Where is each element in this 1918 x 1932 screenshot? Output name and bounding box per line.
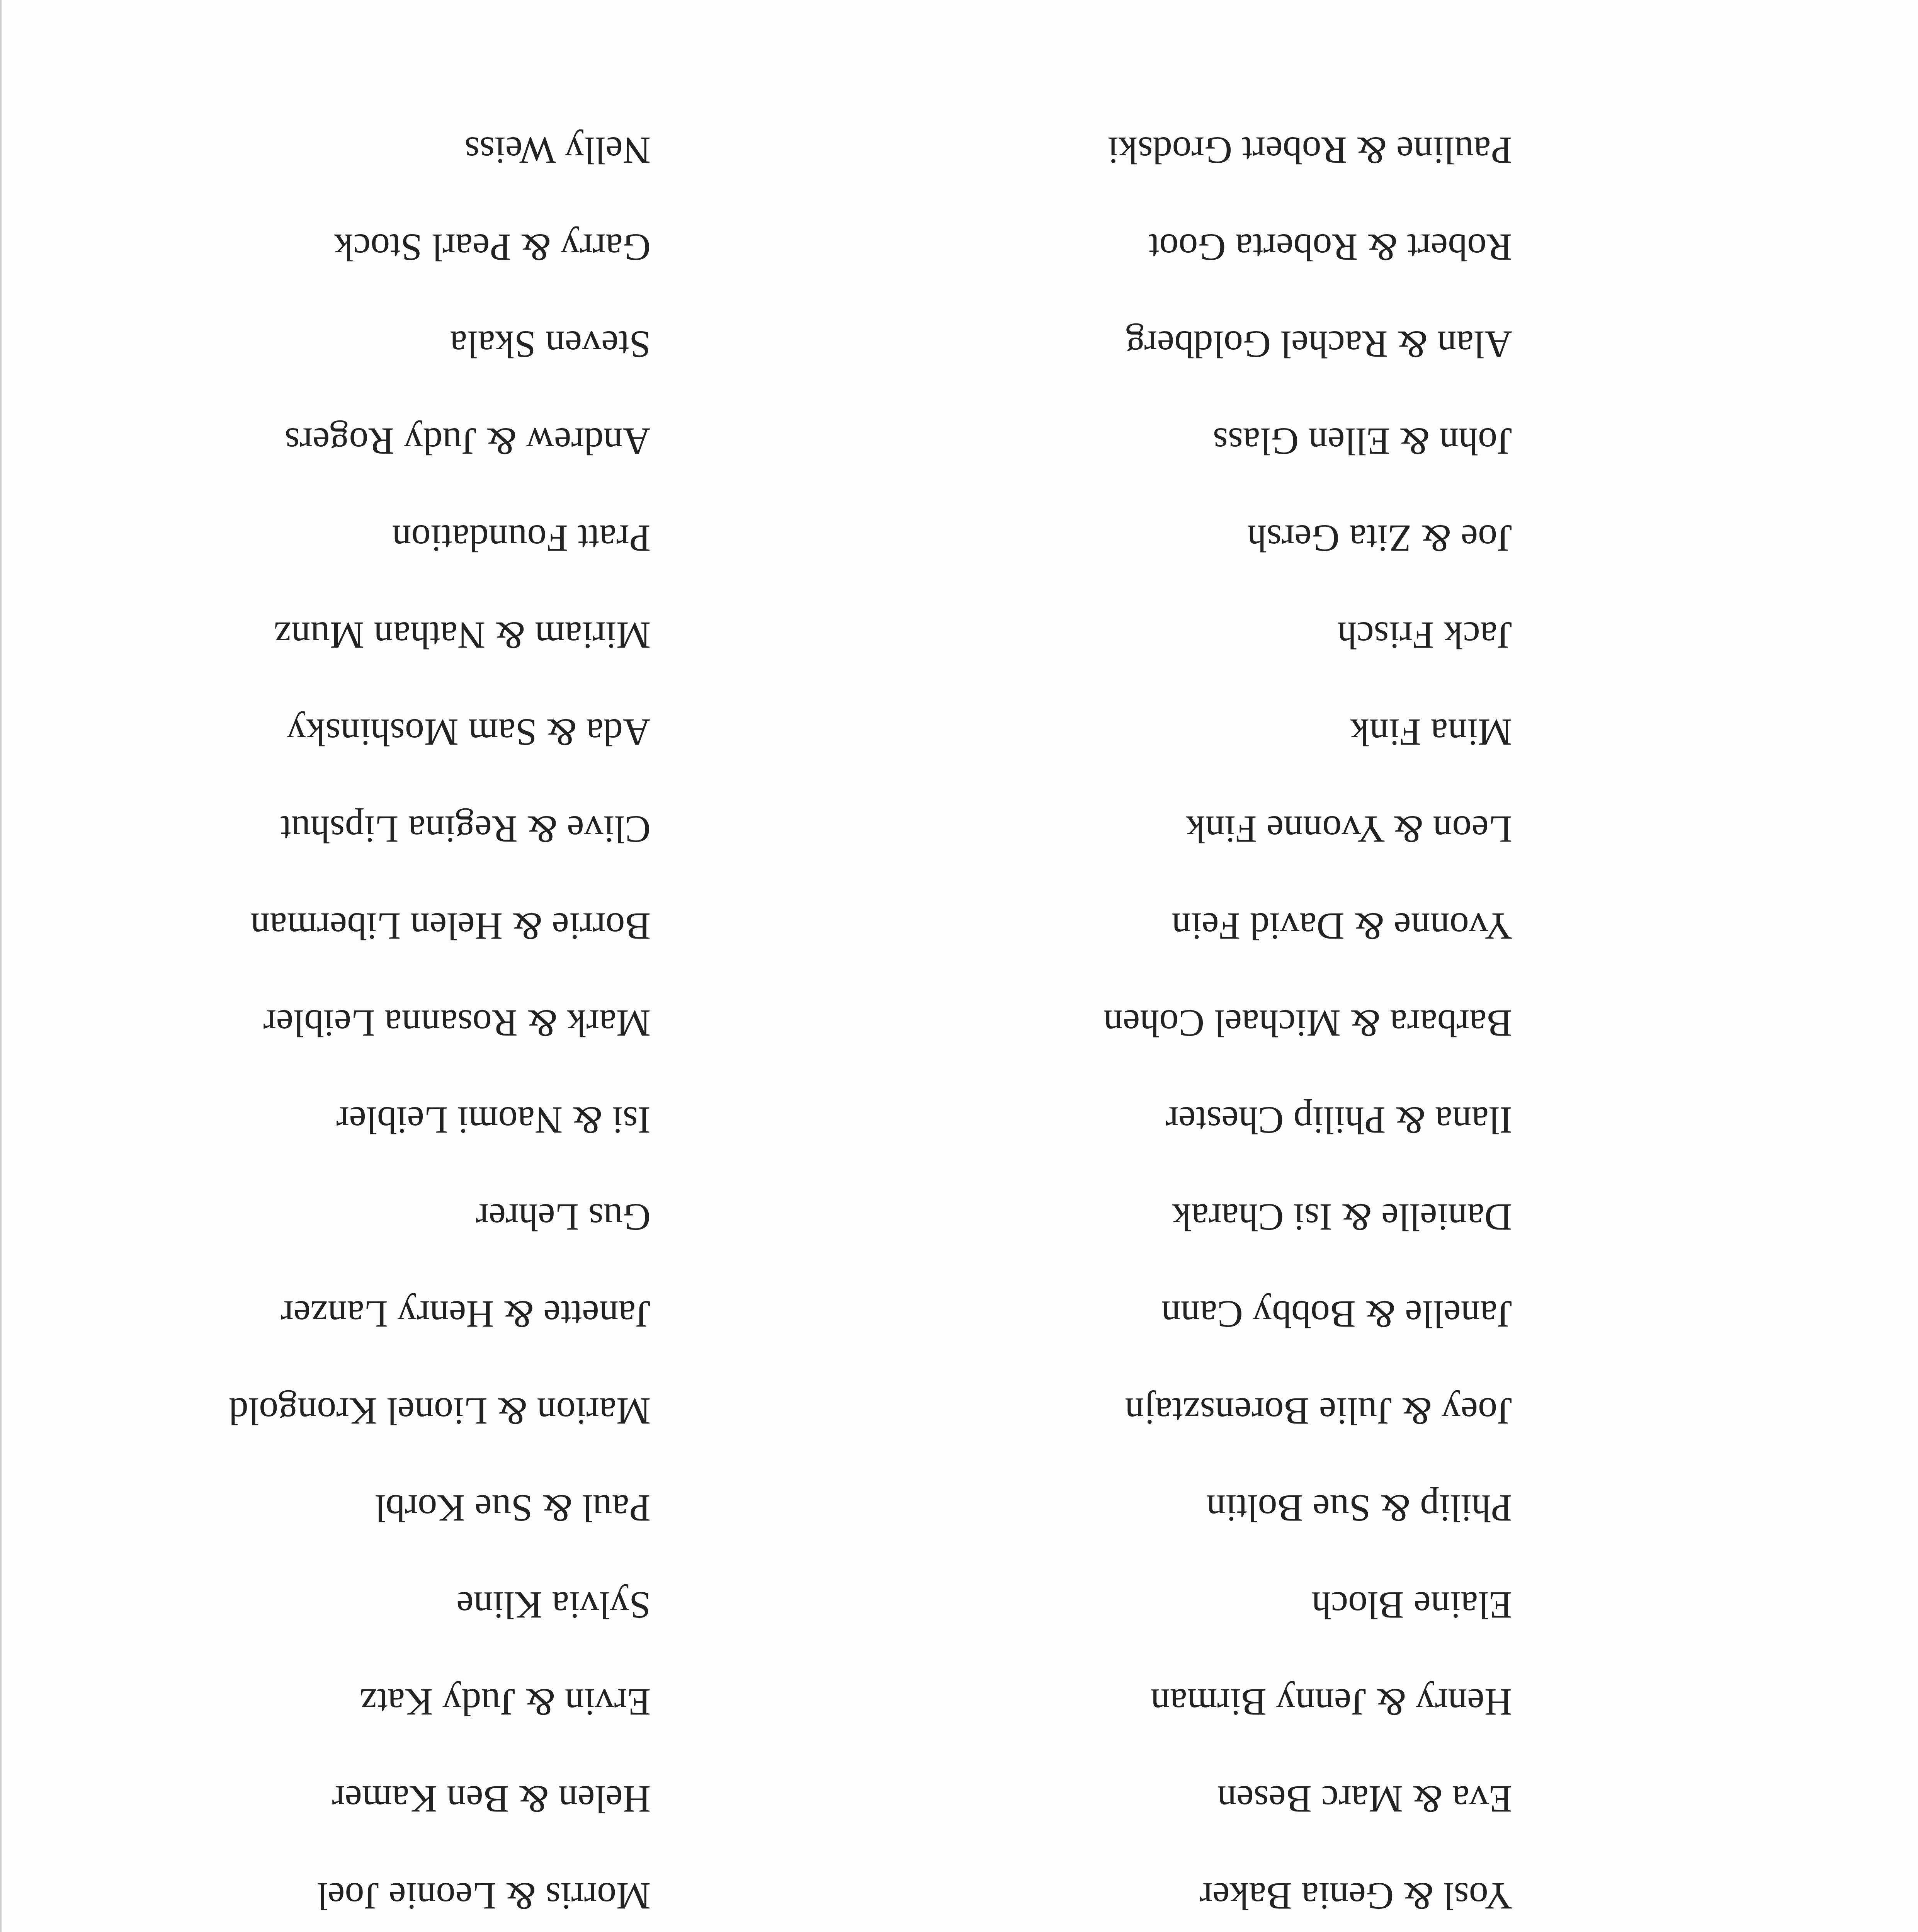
patron-name: Elaine Bloch xyxy=(1311,1584,1512,1627)
patron-name: Clive & Regina Lipshut xyxy=(280,808,651,851)
patron-name: Joe & Zita Gersh xyxy=(1247,517,1512,560)
patron-name: Miriam & Nathan Munz xyxy=(274,614,651,657)
patron-name: Isi & Naomi Leibler xyxy=(336,1099,651,1142)
patron-name: Pauline & Robert Grodski xyxy=(1107,129,1512,172)
patron-name: Mina Fink xyxy=(1350,711,1512,754)
patron-name: Yosl & Genia Baker xyxy=(1199,1875,1512,1918)
patron-name: Janelle & Bobby Cann xyxy=(1161,1293,1512,1336)
patron-name: Ervin & Judy Katz xyxy=(360,1681,651,1724)
patron-name: Ada & Sam Moshinsky xyxy=(287,711,651,754)
patron-name: Nelly Weiss xyxy=(464,129,651,172)
patron-name: Danielle & Isi Charak xyxy=(1172,1196,1512,1239)
patron-name xyxy=(174,1915,651,1932)
patron-name xyxy=(1104,1915,1512,1932)
patron-name: Alan & Rachel Goldberg xyxy=(1126,323,1512,366)
patron-name: Joey & Julie Borensztajn xyxy=(1125,1390,1512,1433)
patron-name: Steven Skala xyxy=(450,323,651,366)
patron-name: Gus Lehrer xyxy=(476,1196,651,1239)
scan-edge xyxy=(0,0,2,1932)
patron-name: Pratt Foundation xyxy=(392,517,651,560)
patron-name: Leon & Yvonne Fink xyxy=(1186,808,1512,851)
patron-name: Ilana & Philip Chester xyxy=(1165,1099,1512,1142)
patron-name: Garry & Pearl Stock xyxy=(334,226,651,269)
patron-name: Robert & Roberta Goot xyxy=(1148,226,1512,269)
patron-name: Helen & Ben Kamer xyxy=(332,1778,651,1821)
patron-name: Yvonne & David Fein xyxy=(1172,905,1512,948)
patron-name: Janette & Henry Lanzer xyxy=(281,1293,651,1336)
patron-name: Philip & Sue Boltin xyxy=(1206,1487,1512,1530)
patron-name: Paul & Sue Korbl xyxy=(375,1487,651,1530)
patron-name: Sylvia Kline xyxy=(456,1584,651,1627)
patron-name: Marion & Lionel Krongold xyxy=(229,1390,651,1433)
patron-list-right-column xyxy=(174,73,651,1932)
patron-name: Andrew & Judy Rogers xyxy=(284,420,651,463)
patron-name: Mark & Rosanna Leibler xyxy=(263,1002,651,1045)
patron-name: Jack Frisch xyxy=(1337,614,1512,657)
patron-name: Barbara & Michael Cohen xyxy=(1104,1002,1512,1045)
patron-name: Morris & Leonie Joel xyxy=(317,1875,651,1918)
patron-name: Borrie & Helen Liberman xyxy=(250,905,651,948)
patron-name: John & Ellen Glass xyxy=(1213,420,1512,463)
patron-name: Henry & Jenny Birman xyxy=(1151,1681,1512,1724)
patron-name: Eva & Marc Besen xyxy=(1217,1778,1512,1821)
patron-list-left-column xyxy=(1104,73,1512,1932)
